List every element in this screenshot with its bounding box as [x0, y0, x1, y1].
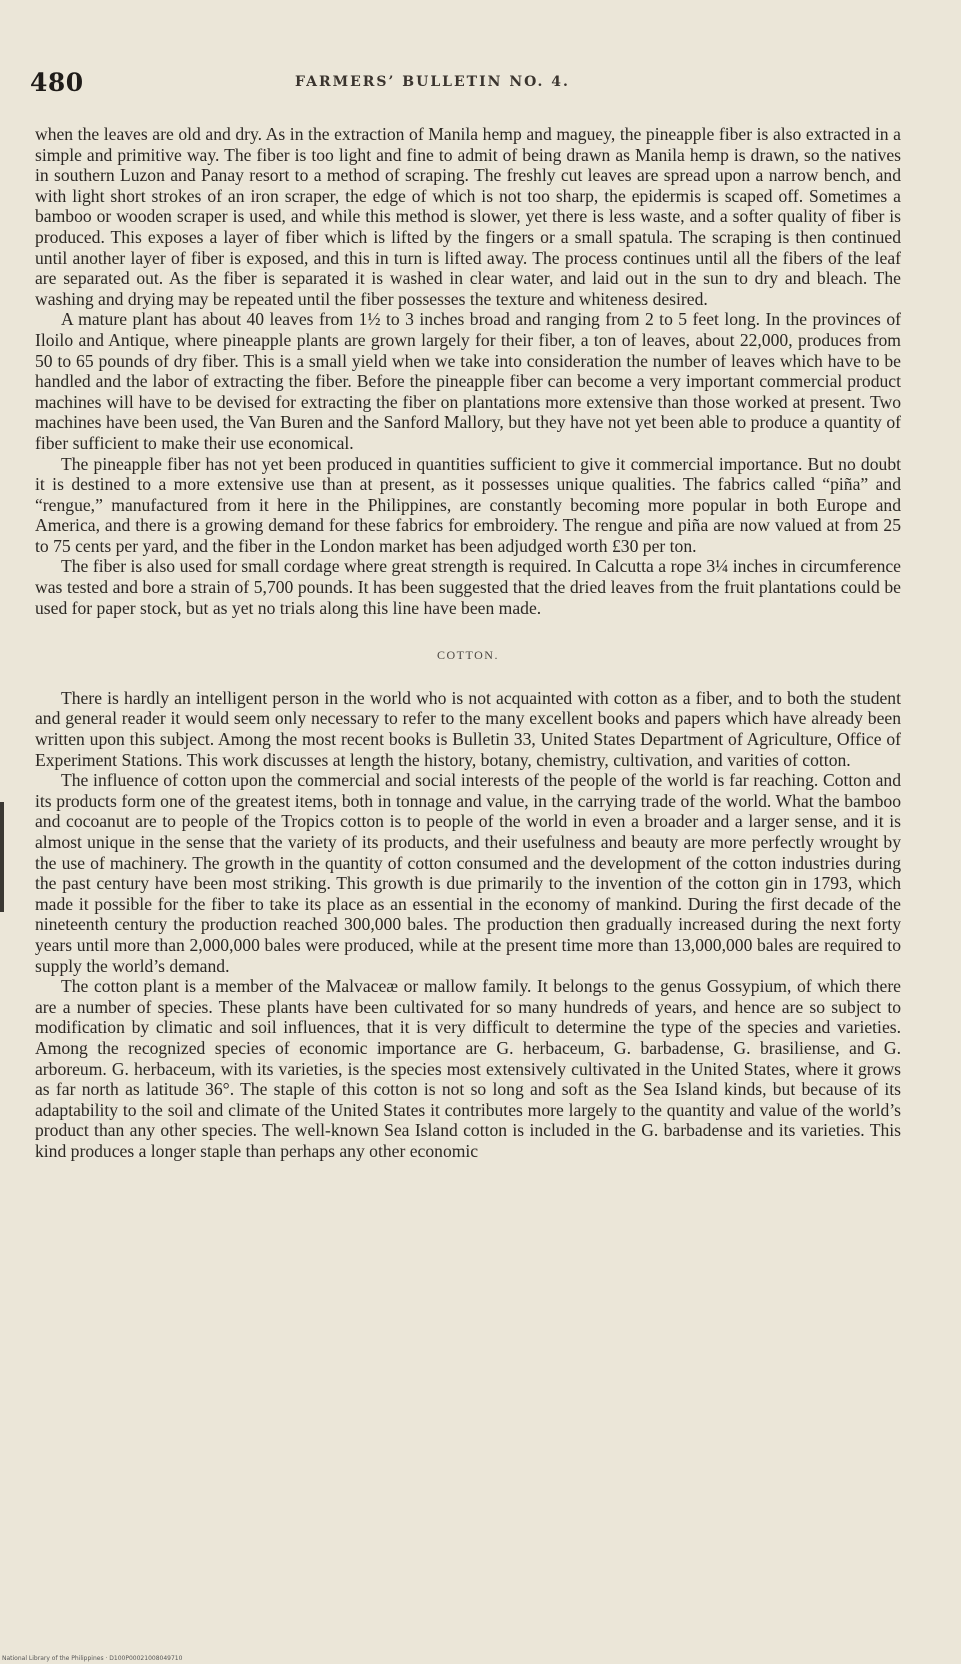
body-text	[35, 124, 901, 1162]
page-header	[30, 68, 930, 108]
page-number: 480	[30, 68, 84, 97]
paragraph: The cotton plant is a member of the Malvaceæ or mallow family. It belongs to the genus Gossypium, of which there are a number of species. These plants have been cultivated for so many hundreds of years, and hence are so subject to modification by climatic and soil influences, that it is very difficult to determine the type of the species and varieties. Among the recognized species of economic importance are G. herbaceum, G. barbadense, G. brasiliense, and G. arboreum. G. herbaceum, with its varieties, is the species most extensively cultivated in the United States, where it grows as far north as latitude 36°. The staple of this cotton is not so long and soft as the Sea Island kinds, but because of its adaptability to the soil and climate of the United States it contributes more largely to the quantity and value of the world’s product than any other species. The well-known Sea Island cotton is included in the G. barbadense and its varieties. This kind produces a longer staple than perhaps any other economic	[35, 976, 901, 1161]
paragraph: The pineapple fiber has not yet been produced in quantities sufficient to give it commercial importance. But no doubt it is destined to a more extensive use than at present, as it possesses unique qualities. The fabrics called “piña” and “rengue,” manufactured from it here in the Philippines, are constantly becoming more popular in both Europe and America, and there is a growing demand for these fabrics for embroidery. The rengue and piña are now valued at from 25 to 75 cents per yard, and the fiber in the London market has been adjudged worth £30 per ton.	[35, 453, 901, 556]
paragraph: A mature plant has about 40 leaves from 1½ to 3 inches broad and ranging from 2 to 5 feet long. In the provinces of Iloilo and Antique, where pineapple plants are grown largely for their fiber, a ton of leaves, about 22,000, produces from 50 to 65 pounds of dry fiber. This is a small yield when we take into consideration the number of leaves which have to be handled and the labor of extracting the fiber. Before the pineapple fiber can become a very important commercial product machines will have to be devised for extracting the fiber on plantations more extensive than those worked at present. Two machines have been used, the Van Buren and the Sanford Mallory, but they have not yet been able to produce a quantity of fiber sufficient to make their use economical.	[35, 309, 901, 453]
paragraph: The influence of cotton upon the commercial and social interests of the people of the world is far reaching. Cotton and its products form one of the greatest items, both in tonnage and value, in the carrying trade of the world. What the bamboo and cocoanut are to people of the Tropics cotton is to people of the world in even a broader and a larger sense, and it is almost unique in the sense that the variety of its products, and their usefulness and beauty are more perfectly wrought by the use of machinery. The growth in the quantity of cotton consumed and the development of the cotton industries during the past century have been most striking. This growth is due primarily to the invention of the cotton gin in 1793, which made it possible for the fiber to take its place as an essential in the economy of mankind. During the first decade of the nineteenth century the production reached 300,000 bales. The production then gradually increased during the next forty years until more than 2,000,000 bales were produced, while at the present time more than 13,000,000 bales are required to supply the world’s demand.	[35, 770, 901, 976]
binding-shadow	[0, 802, 4, 912]
paragraph: when the leaves are old and dry. As in the extraction of Manila hemp and maguey, the pineapple fiber is also extracted in a simple and primitive way. The fiber is too light and fine to admit of being drawn as Manila hemp is drawn, so the natives in southern Luzon and Panay resort to a method of scraping. The freshly cut leaves are spread upon a narrow bench, and with light short strokes of an iron scraper, the edge of which is not too sharp, the epidermis is scaped off. Sometimes a bamboo or wooden scraper is used, and while this method is slower, yet there is less waste, and a softer quality of fiber is produced. This exposes a layer of fiber which is lifted by the fingers or a small spatula. The scraping is then continued until another layer of fiber is exposed, and this in turn is lifted away. The process continues until all the fibers of the leaf are separated out. As the fiber is separated it is washed in clear water, and laid out in the sun to dry and bleach. The washing and drying may be repeated until the fiber possesses the texture and whiteness desired.	[35, 124, 901, 309]
paragraph: There is hardly an intelligent person in the world who is not acquainted with cotton as a fiber, and to both the student and general reader it would seem only necessary to refer to the many excellent books and papers which have already been written upon this subject. Among the most recent books is Bulletin 33, United States Department of Agriculture, Office of Experiment Stations. This work discusses at length the history, botany, chemistry, cultivation, and varities of cotton.	[35, 687, 901, 770]
scan-footer: National Library of the Philippines · D100P00021008049710	[2, 1655, 183, 1662]
running-head: FARMERS’ BULLETIN NO. 4.	[295, 74, 570, 90]
paragraph: The fiber is also used for small cordage where great strength is required. In Calcutta a rope 3¼ inches in circumference was tested and bore a strain of 5,700 pounds. It has been suggested that the dried leaves from the fruit plantations could be used for paper stock, but as yet no trials along this line have been made.	[35, 556, 901, 618]
section-heading: COTTON.	[437, 648, 499, 663]
